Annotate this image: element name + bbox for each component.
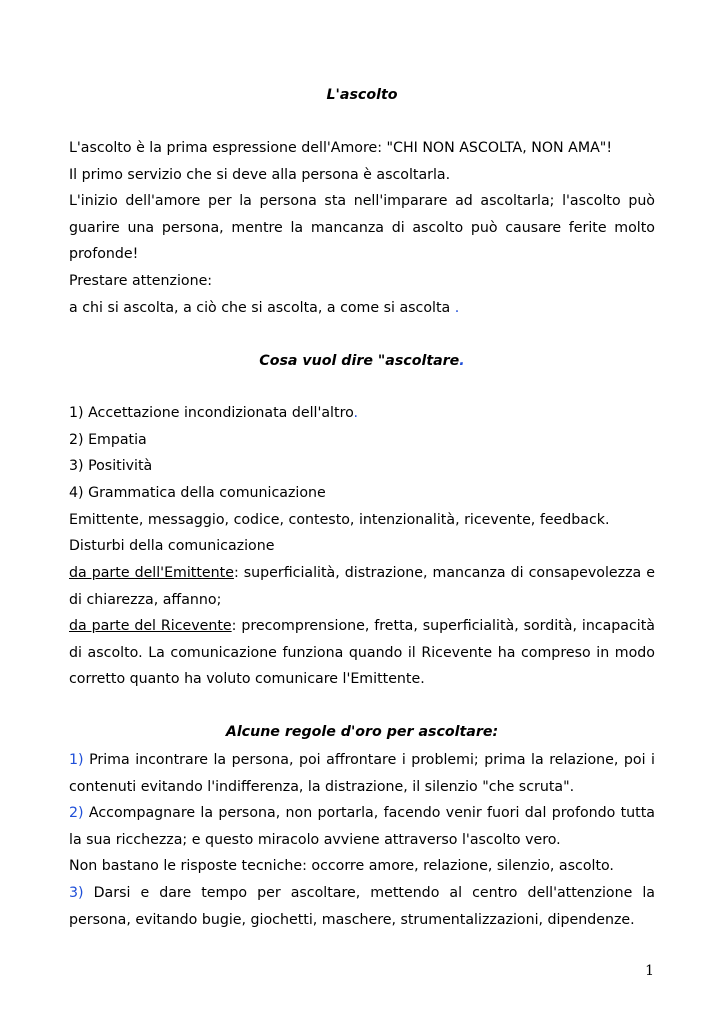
- rule-2-extra: Non bastano le risposte tecniche: occorre amore, relazione, silenzio, ascolto.: [69, 858, 614, 874]
- intro-line-2: Il primo servizio che si deve alla persona è ascoltarla.: [69, 167, 451, 183]
- emittente-text: : superficialità, distrazione, mancanza di consapevolezza e di chiarezza, affanno;: [69, 565, 655, 608]
- intro-paragraph: L'inizio dell'amore per la persona sta nell'imparare ad ascoltarla; l'ascolto può guarire una persona, mentre la mancanza di ascolto può causare ferite molto profonde!: [69, 193, 655, 263]
- section-heading-ascoltare-text: Cosa vuol dire "ascoltare: [259, 353, 460, 369]
- rule-1: [69, 747, 655, 800]
- intro-line-4-dot: .: [454, 300, 460, 316]
- list-item-1-text: 1) Accettazione incondizionata dell'altro: [69, 405, 354, 421]
- rule-3: [69, 880, 655, 933]
- rule-2: [69, 800, 655, 853]
- rule-2-number: 2): [69, 805, 84, 821]
- section-heading-ascoltare: [69, 352, 655, 370]
- list-item-1: [69, 400, 655, 427]
- rule-1-text: Prima incontrare la persona, poi affrontare i problemi; prima la relazione, poi i contenuti evitando l'indifferenza, la distrazione, il silenzio "che scruta".: [69, 752, 655, 795]
- ricevente-paragraph: [69, 613, 655, 693]
- intro-line-3: Prestare attenzione:: [69, 273, 213, 289]
- intro-line-1: L'ascolto è la prima espressione dell'Amore: "CHI NON ASCOLTA, NON AMA"!: [69, 140, 613, 156]
- rule-3-text: Darsi e dare tempo per ascoltare, mettendo al centro dell'attenzione la persona, evitando bugie, giochetti, maschere, strumentalizzazioni, dipendenze.: [69, 885, 655, 928]
- intro-line-4: [69, 295, 655, 322]
- section-heading-regole: Alcune regole d'oro per ascoltare:: [225, 724, 499, 740]
- list-item-2: 2) Empatia: [69, 432, 147, 448]
- emittente-label: da parte dell'Emittente: [69, 565, 234, 581]
- intro-line-4-text: a chi si ascolta, a ciò che si ascolta, a come si ascolta: [69, 300, 451, 316]
- list-item-4: 4) Grammatica della comunicazione: [69, 485, 326, 501]
- page-title: L'ascolto: [326, 87, 398, 103]
- communication-elements: Emittente, messaggio, codice, contesto, intenzionalità, ricevente, feedback.: [69, 512, 610, 528]
- rule-1-number: 1): [69, 752, 84, 768]
- ricevente-text: : precomprensione, fretta, superficialità, sordità, incapacità di ascolto. La comunicazione funziona quando il Ricevente ha compreso in modo corretto quanto ha voluto comunicare l'Emittente.: [69, 618, 656, 688]
- rule-2-text: Accompagnare la persona, non portarla, facendo venir fuori dal profondo tutta la sua ricchezza; e questo miracolo avviene attraverso l'ascolto vero.: [69, 805, 655, 848]
- rule-3-number: 3): [69, 885, 84, 901]
- page-number: 1: [645, 963, 654, 979]
- section-heading-ascoltare-dot: .: [459, 353, 465, 369]
- list-item-1-dot: .: [353, 405, 359, 421]
- disturbi-heading: Disturbi della comunicazione: [69, 538, 275, 554]
- emittente-paragraph: [69, 560, 655, 613]
- ricevente-label: da parte del Ricevente: [69, 618, 232, 634]
- list-item-3: 3) Positività: [69, 458, 153, 474]
